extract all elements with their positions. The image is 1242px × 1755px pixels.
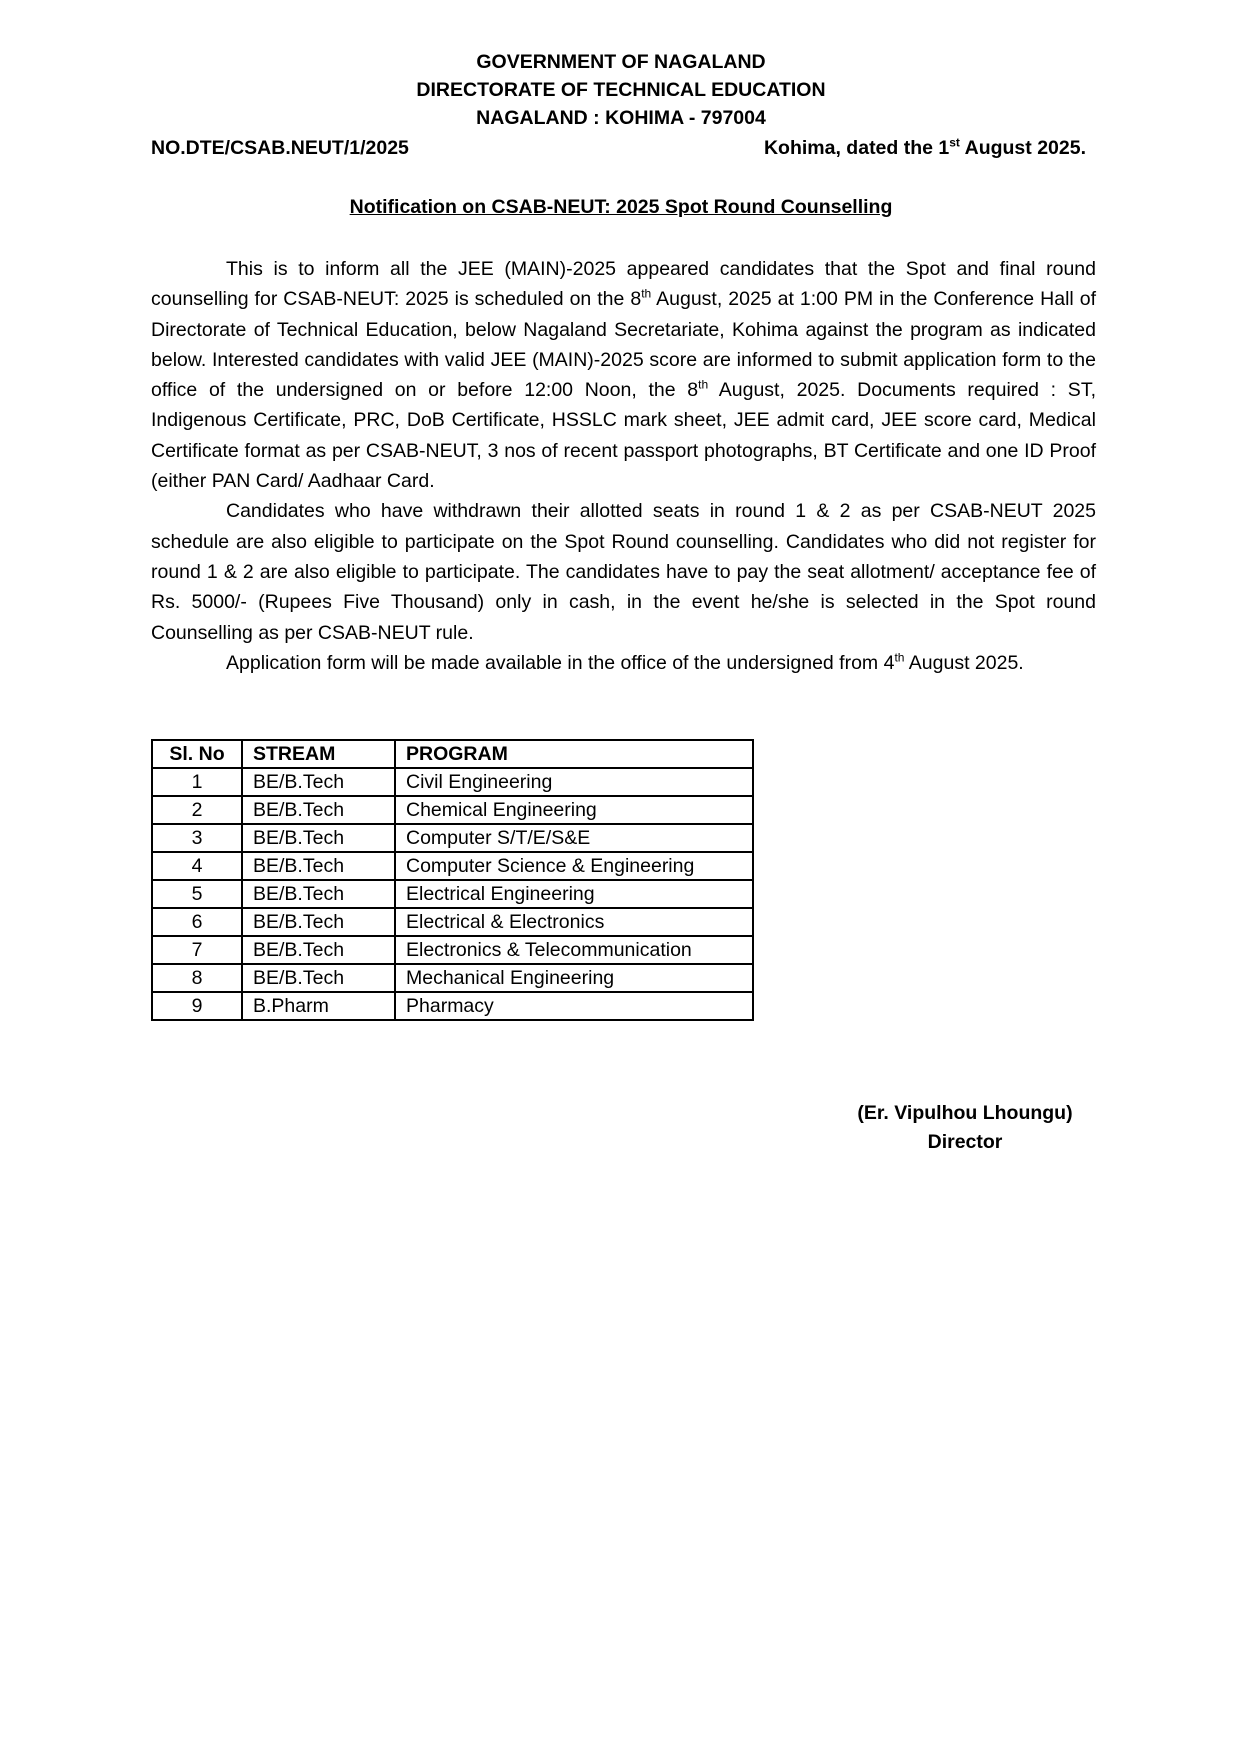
cell-program: Mechanical Engineering [395,964,753,992]
paragraph-application-part1: Application form will be made available in the office of the undersigned from 4 [226,651,895,674]
cell-stream: BE/B.Tech [242,796,395,824]
ordinal-superscript: th [894,650,905,665]
table-row [152,852,753,880]
cell-stream: BE/B.Tech [242,936,395,964]
notification-body [151,254,1096,678]
paragraph-application-part2: August 2025. [904,651,1024,674]
cell-sl-no: 3 [152,824,242,852]
ordinal-superscript: th [641,286,652,301]
paragraph-schedule-part2: August, 2025 at 1:00 PM in the Conference Hall of Directorate of Technical Education, below Nagaland Secretariate, Kohima against the program as indicated below. Interested candidates with valid JEE (MAIN)-2025 score are informed to submit application form to the office of the undersigned on or before 12:00 Noon, the 8 [151,288,1096,402]
signatory-name: (Er. Vipulhou Lhoungu) [857,1102,1073,1124]
paragraph-application-form [151,648,1096,678]
cell-program: Electrical & Electronics [395,908,753,936]
cell-stream: BE/B.Tech [242,908,395,936]
ordinal-superscript: th [698,377,709,392]
paragraph-schedule [151,254,1096,496]
cell-sl-no: 8 [152,964,242,992]
cell-program: Electrical Engineering [395,880,753,908]
date-superscript: st [949,135,960,150]
cell-stream: BE/B.Tech [242,880,395,908]
date-suffix: August 2025. [959,137,1086,159]
header-sl-no: Sl. No [152,740,242,768]
table-body [152,768,753,1020]
table-row [152,768,753,796]
cell-stream: BE/B.Tech [242,964,395,992]
table-row [152,992,753,1020]
notification-subject: Notification on CSAB-NEUT: 2025 Spot Round Counselling [349,196,893,218]
reference-number: NO.DTE/CSAB.NEUT/1/2025 [151,137,409,159]
cell-sl-no: 5 [152,880,242,908]
paragraph-schedule-part1: This is to inform all the JEE (MAIN)-2025 appeared candidates that the Spot and final round counselling for CSAB-NEUT: 2025 is scheduled on the 8 [151,258,1096,311]
table-header-row [152,740,753,768]
cell-program: Computer Science & Engineering [395,852,753,880]
program-table [151,739,754,1021]
letterhead-address: NAGALAND : KOHIMA - 797004 [476,107,766,129]
letterhead-directorate: DIRECTORATE OF TECHNICAL EDUCATION [416,79,826,101]
table-row [152,964,753,992]
header-stream: STREAM [242,740,395,768]
cell-stream: B.Pharm [242,992,395,1020]
cell-stream: BE/B.Tech [242,852,395,880]
table-row [152,796,753,824]
cell-program: Chemical Engineering [395,796,753,824]
table-row [152,880,753,908]
table-row [152,908,753,936]
paragraph-schedule-part3: August, 2025. Documents required : ST, Indigenous Certificate, PRC, DoB Certificate, HSSLC mark sheet, JEE admit card, JEE score card, Medical Certificate format as per CSAB-NEUT, 3 nos of recent passport photographs, BT Certificate and one ID Proof (either PAN Card/ Aadhaar Card. [151,379,1096,493]
letterhead [0,48,1242,132]
cell-sl-no: 9 [152,992,242,1020]
notification-date [764,134,1086,162]
cell-sl-no: 2 [152,796,242,824]
cell-program: Electronics & Telecommunication [395,936,753,964]
reference-line [151,134,1086,162]
cell-program: Computer S/T/E/S&E [395,824,753,852]
cell-stream: BE/B.Tech [242,824,395,852]
cell-program: Pharmacy [395,992,753,1020]
signature-block [850,1099,1080,1157]
cell-sl-no: 7 [152,936,242,964]
table-row [152,936,753,964]
letterhead-government: GOVERNMENT OF NAGALAND [476,51,766,73]
cell-sl-no: 1 [152,768,242,796]
table-row [152,824,753,852]
date-prefix: Kohima, dated the 1 [763,137,950,159]
header-program: PROGRAM [395,740,753,768]
cell-sl-no: 6 [152,908,242,936]
cell-program: Civil Engineering [395,768,753,796]
cell-stream: BE/B.Tech [242,768,395,796]
signatory-designation: Director [927,1131,1003,1153]
paragraph-eligibility: Candidates who have withdrawn their allotted seats in round 1 & 2 as per CSAB-NEUT 2025 schedule are also eligible to participate on the Spot Round counselling. Candidates who did not register for round 1 & 2 are also eligible to participate. The candidates have to pay the seat allotment/ acceptance fee of Rs. 5000/- (Rupees Five Thousand) only in cash, in the event he/she is selected in the Spot round Counselling as per CSAB-NEUT rule. [151,500,1096,644]
cell-sl-no: 4 [152,852,242,880]
